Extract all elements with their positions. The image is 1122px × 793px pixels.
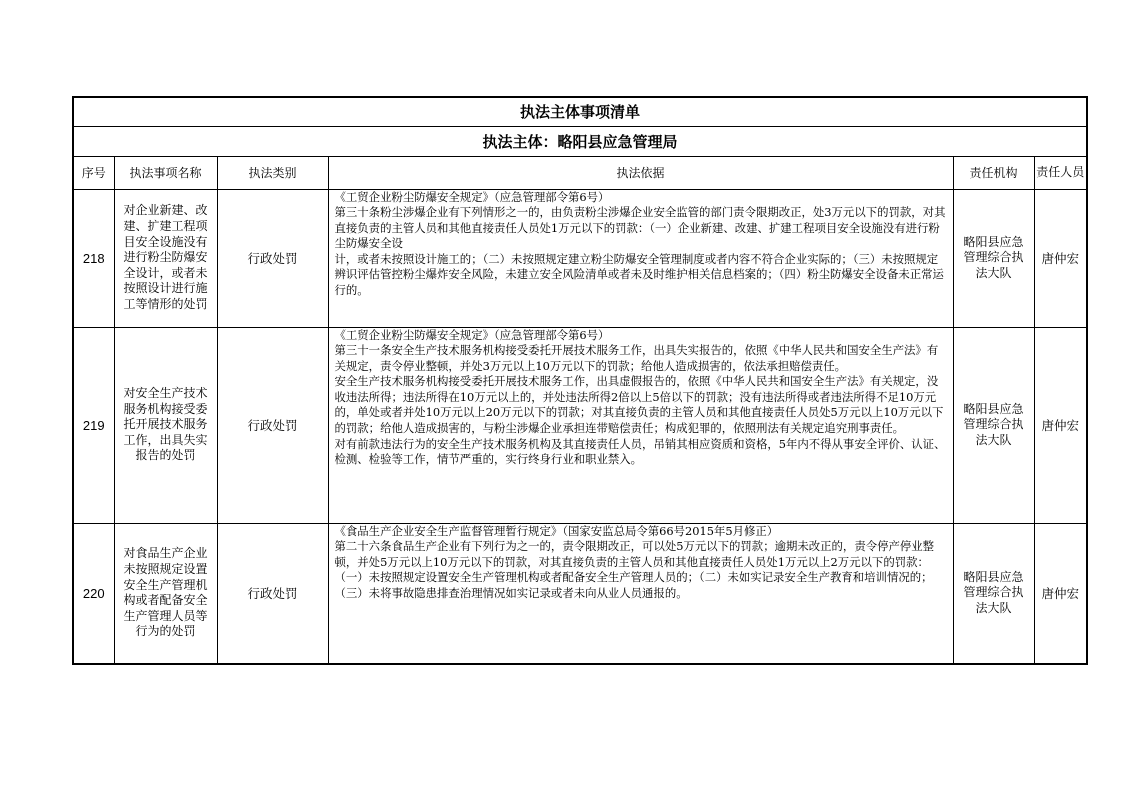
row-person: 唐仲宏 (1034, 189, 1087, 327)
basis-paragraph: 《工贸企业粉尘防爆安全规定》（应急管理部令第6号） (334, 327, 610, 342)
enforcement-subject: 执法主体：略阳县应急管理局 (73, 126, 1087, 156)
header-item-name: 执法事项名称 (114, 156, 217, 189)
basis-paragraph: 《工贸企业粉尘防爆安全规定》（应急管理部令第6号） (334, 189, 610, 204)
row-person: 唐仲宏 (1034, 523, 1087, 664)
basis-paragraph: 对有前款违法行为的安全生产技术服务机构及其直接责任人员，吊销其相应资质和资格，5年内不得从事安全评价、认证、检测、检验等工作，情节严重的，实行终身行业和职业禁入。 (334, 436, 946, 467)
row-basis (328, 327, 953, 523)
header-org: 责任机构 (953, 156, 1034, 189)
row-basis (328, 523, 953, 664)
header-basis: 执法依据 (328, 156, 953, 189)
basis-paragraph: 安全生产技术服务机构接受委托开展技术服务工作，出具虚假报告的，依照《中华人民共和国安全生产法》有关规定，没收违法所得；违法所得在10万元以上的，并处违法所得2倍以上5倍以下的罚款；没有违法所得或者违法所得不足10万元的，单处或者并处10万元以上20万元以下的罚款；对其直接负责的主管人员和其他直接责任人员处5万元以上10万元以下的罚款；给他人造成损害的，与粉尘涉爆企业承担连带赔偿责任；构成犯罪的，依照刑法有关规定追究刑事责任。 (334, 374, 944, 436)
row-category: 行政处罚 (217, 523, 328, 664)
row-item-name: 对安全生产技术服务机构接受委托开展技术服务工作，出具失实报告的处罚 (114, 327, 217, 523)
table-row (73, 523, 1087, 664)
basis-paragraph: 《食品生产企业安全生产监督管理暂行规定》（国家安监总局令第66号2015年5月修正） (334, 523, 779, 538)
header-person: 责任人员 (1034, 156, 1087, 189)
row-category: 行政处罚 (217, 189, 328, 327)
enforcement-items-table (72, 96, 1088, 665)
header-seq: 序号 (73, 156, 114, 189)
row-seq: 218 (73, 189, 114, 327)
row-org: 略阳县应急管理综合执法大队 (953, 327, 1034, 523)
row-category: 行政处罚 (217, 327, 328, 523)
basis-paragraph: 计，或者未按照设计施工的；（二）未按照规定建立粉尘防爆安全管理制度或者内容不符合企业实际的；（三）未按照规定辨识评估管控粉尘爆炸安全风险，未建立安全风险清单或者未及时维护相关信息档案的；（四）粉尘防爆安全设备未正常运行的。 (334, 251, 944, 298)
table-row (73, 189, 1087, 327)
table-row (73, 327, 1087, 523)
row-org: 略阳县应急管理综合执法大队 (953, 189, 1034, 327)
row-org: 略阳县应急管理综合执法大队 (953, 523, 1034, 664)
row-seq: 219 (73, 327, 114, 523)
row-item-name: 对食品生产企业未按照规定设置安全生产管理机构或者配备安全生产管理人员等行为的处罚 (114, 523, 217, 664)
row-item-name: 对企业新建、改建、扩建工程项目安全设施没有进行粉尘防爆安全设计，或者未按照设计进行施工等情形的处罚 (114, 189, 217, 327)
row-basis (328, 189, 953, 327)
basis-paragraph: 第二十六条食品生产企业有下列行为之一的，责令限期改正，可以处5万元以下的罚款；逾期未改正的，责令停产停业整顿，并处5万元以上10万元以下的罚款，对其直接负责的主管人员和其他直接责任人员处1万元以上2万元以下的罚款：（一）未按照规定设置安全生产管理机构或者配备安全生产管理人员的；（二）未如实记录安全生产教育和培训情况的；（三）未将事故隐患排查治理情况如实记录或者未向从业人员通报的。 (334, 539, 935, 600)
header-category: 执法类别 (217, 156, 328, 189)
row-seq: 220 (73, 523, 114, 664)
table-title: 执法主体事项清单 (73, 97, 1087, 126)
basis-paragraph: 第三十一条安全生产技术服务机构接受委托开展技术服务工作，出具失实报告的，依照《中华人民共和国安全生产法》有关规定，责令停业整顿，并处3万元以上10万元以下的罚款；给他人造成损害的，依法承担赔偿责任。 (334, 343, 939, 373)
row-person: 唐仲宏 (1034, 327, 1087, 523)
basis-paragraph: 第三十条粉尘涉爆企业有下列情形之一的，由负责粉尘涉爆企业安全监管的部门责令限期改正，处3万元以下的罚款，对其直接负责的主管人员和其他直接责任人员处1万元以下的罚款：（一）企业新建、改建、扩建工程项目安全设施没有进行粉尘防爆安全设 (334, 205, 946, 251)
